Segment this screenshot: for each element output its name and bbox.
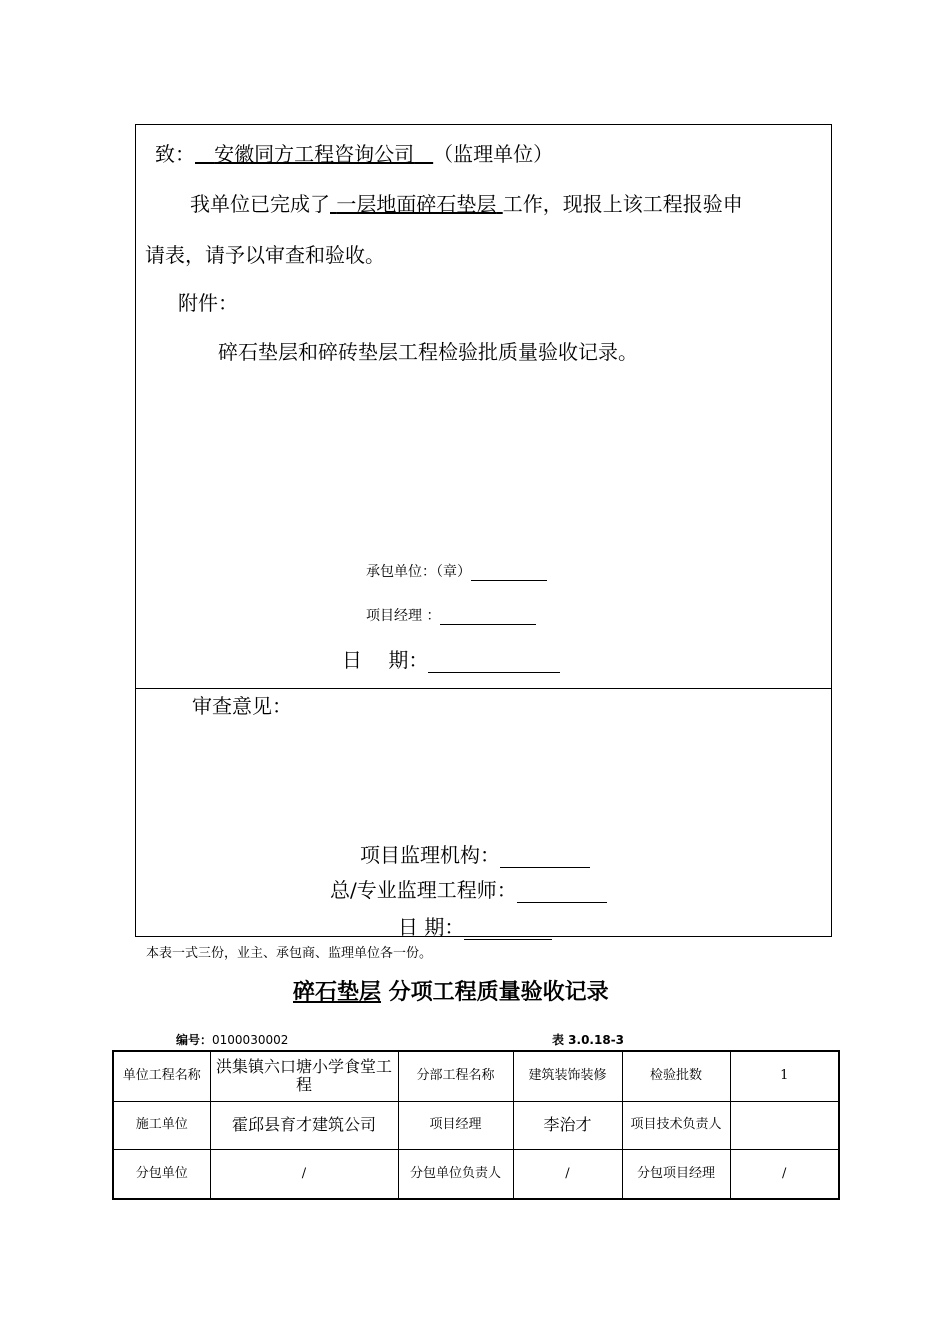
project-info-table [112,1050,840,1200]
table-row [113,1101,839,1149]
label-subcontractor-lead: 分包单位负责人 [398,1149,513,1199]
record-number: 编号：0100030002 [176,1033,289,1047]
to-role: （监理单位） [433,142,554,166]
to-company: 安徽同方工程咨询公司 [214,142,415,166]
letter-date-blank[interactable] [428,652,560,673]
to-label: 致： [155,142,195,166]
value-unit-project: 洪集镇六口塘小学食堂工程 [210,1051,398,1101]
engineer-line: 总/专业监理工程师： [330,874,607,903]
value-subcontractor: / [210,1149,398,1199]
value-construction-unit: 霍邱县育才建筑公司 [210,1101,398,1149]
label-sub-project-manager: 分包项目经理 [622,1149,730,1199]
label-subcontractor: 分包单位 [113,1149,210,1199]
engineer-blank[interactable] [517,882,607,903]
letter-date-line: 日 期： [342,644,560,673]
org-blank[interactable] [500,847,590,868]
table-number: 表 3.0.18-3 [552,1033,625,1047]
value-batch-count: 1 [730,1051,839,1101]
label-unit-project: 单位工程名称 [113,1051,210,1101]
attachment-label: 附件： [178,291,238,315]
review-date-blank[interactable] [464,919,552,940]
supervision-org-line: 项目监理机构： [360,839,590,868]
table-row [113,1051,839,1101]
work-item: 一层地面碎石垫层 [336,192,497,216]
value-subcontractor-lead: / [513,1149,622,1199]
pm-blank[interactable] [440,610,536,625]
contractor-signature-line: 承包单位：（章） [366,561,547,581]
record-title: 碎石垫层 分项工程质量验收记录 [293,980,609,1005]
value-project-manager: 李治才 [513,1101,622,1149]
label-construction-unit: 施工单位 [113,1101,210,1149]
label-batch-count: 检验批数 [622,1051,730,1101]
addressee-line [155,138,553,167]
value-technical-lead[interactable] [730,1101,839,1149]
label-technical-lead: 项目技术负责人 [622,1101,730,1149]
table-row [113,1149,839,1199]
contractor-blank[interactable] [471,566,547,581]
review-opinion-label: 审查意见： [192,694,292,718]
value-sub-project-manager: / [730,1149,839,1199]
form-divider [135,688,832,689]
review-date-line: 日 期： [398,911,552,940]
label-project-manager: 项目经理 [398,1101,513,1149]
copies-note: 本表一式三份，业主、承包商、监理单位各一份。 [146,946,433,961]
completion-line-2: 请表，请予以审查和验收。 [145,243,385,267]
value-division-project: 建筑装饰装修 [513,1051,622,1101]
pm-signature-line: 项目经理 ： [366,605,536,625]
completion-line: 我单位已完成了 一层地面碎石垫层 工作，现报上该工程报验申 [190,192,743,216]
label-division-project: 分部工程名称 [398,1051,513,1101]
attachment-text: 碎石垫层和碎砖垫层工程检验批质量验收记录。 [218,340,638,364]
